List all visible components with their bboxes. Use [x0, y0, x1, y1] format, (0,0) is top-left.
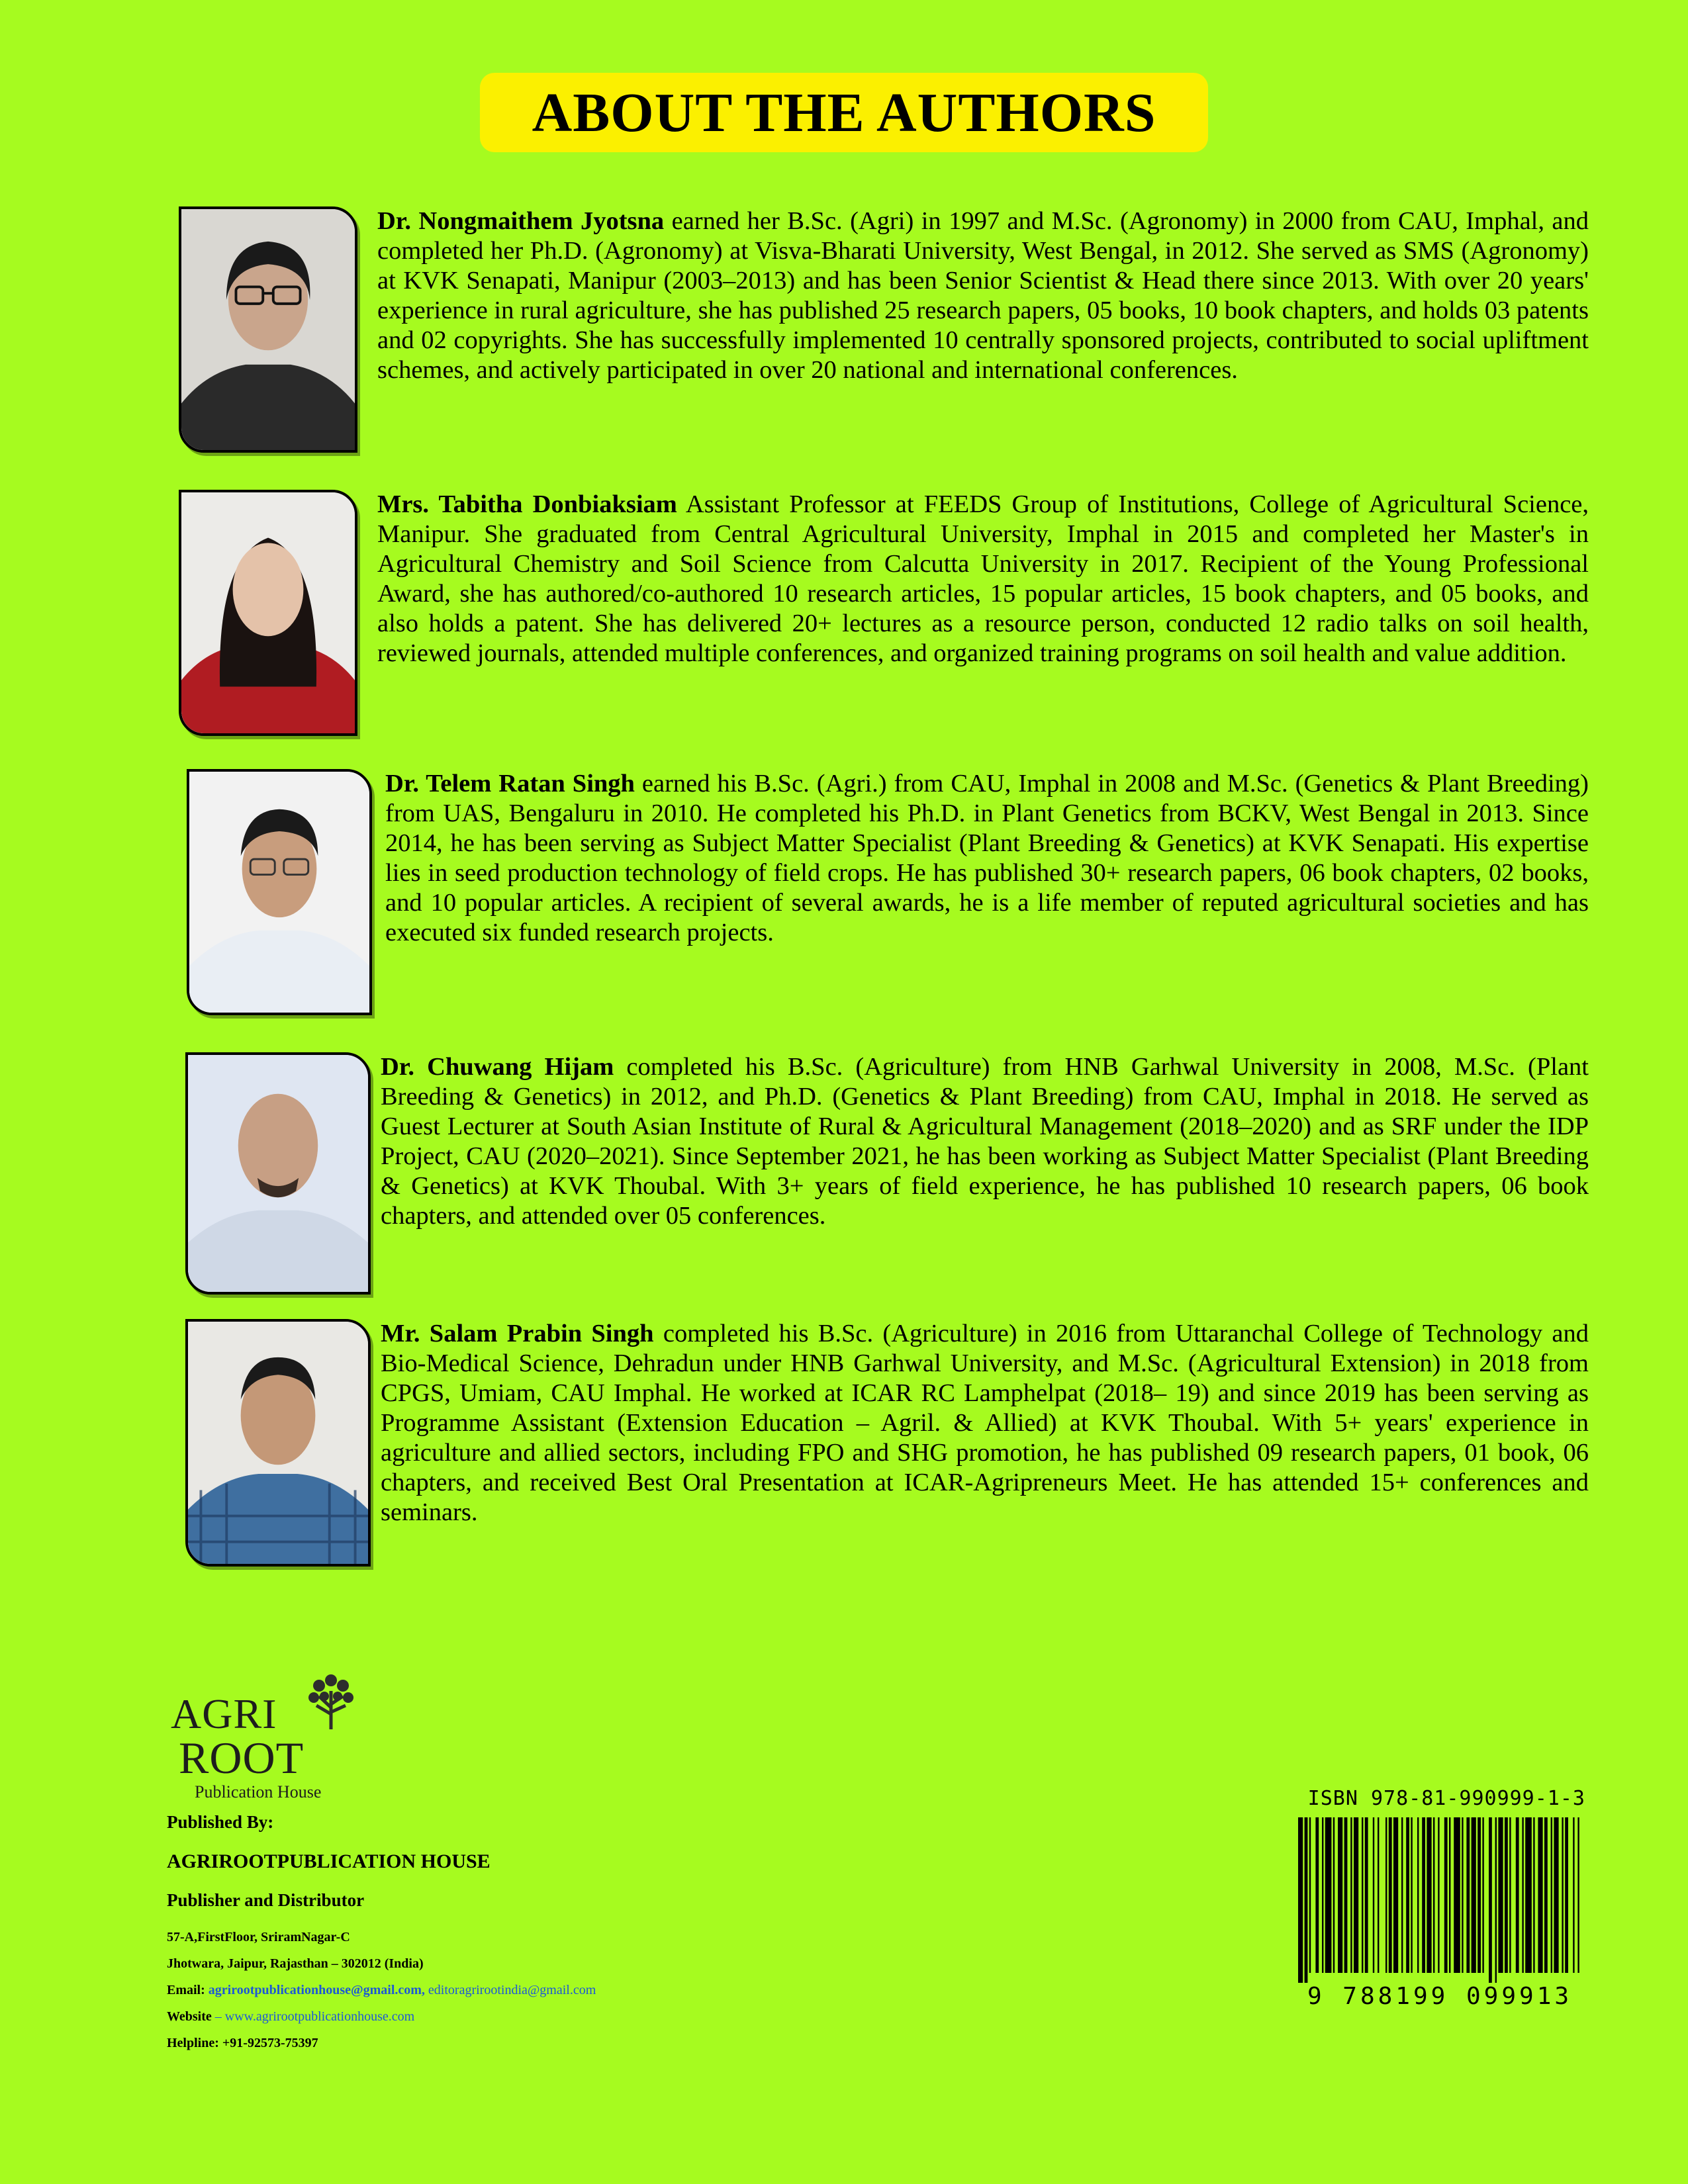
barcode-bar: [1573, 1817, 1574, 1973]
barcode-bar: [1309, 1817, 1311, 1973]
barcode-bar: [1562, 1817, 1563, 1973]
barcode-bar: [1544, 1817, 1548, 1973]
barcode-bar: [1538, 1817, 1542, 1973]
isbn-text: ISBN 978-81-990999-1-3: [1307, 1787, 1585, 1810]
barcode-bar: [1333, 1817, 1335, 1973]
isbn-barcode: [1294, 1787, 1585, 2012]
barcode-bar: [1373, 1817, 1374, 1973]
barcode-bar: [1344, 1817, 1348, 1973]
author-bio: Dr. Chuwang Hijam completed his B.Sc. (Agriculture) from HNB Garhwal University in 2008, M.Sc. (Plant Breeding & Genetics) in 2012, and Ph.D. (Genetics & Plant Breeding) from CAU, Imphal in 2018. He served as Guest Lecturer at South Asian Institute of Rural & Agricultural Management (2018–2020) and as SRF under the IDP Project, CAU (2020–2021). Since September 2021, he has been working as Subject Matter Specialist (Plant Breeding & Genetics) at KVK Thoubal. With 3+ years of field experience, he has published 10 research papers, 06 book chapters, and attended over 05 conferences.: [381, 1053, 1589, 1230]
barcode-bar: [1315, 1817, 1319, 1973]
barcode-bar: [1393, 1817, 1398, 1973]
barcode-bar: [1498, 1817, 1503, 1973]
barcode-bar: [1565, 1817, 1568, 1973]
barcode-bar: [1338, 1817, 1342, 1973]
published-by-label: Published By:: [167, 1812, 274, 1832]
helpline: Helpline: +91-92573-75397: [167, 2036, 318, 2050]
barcode-bar: [1427, 1817, 1431, 1973]
barcode-bar: [1509, 1817, 1511, 1973]
barcode-bar: [1577, 1817, 1579, 1973]
barcode-bar: [1298, 1817, 1303, 1983]
barcode-bar: [1411, 1817, 1412, 1973]
barcode-bar: [1444, 1817, 1448, 1973]
website-link[interactable]: – www.agrirootpublicationhouse.com: [211, 2009, 415, 2024]
barcode-bar: [1516, 1817, 1519, 1973]
author-bio: Mr. Salam Prabin Singh completed his B.Sc. (Agriculture) in 2016 from Uttaranchal College of Technology and Bio-Medical Science, Dehradun under HNB Garhwal University, and M.Sc. (Agricultural Extension) in 2018 from CPGS, Umiam, CAU Imphal. He worked at ICAR RC Lamphelpat (2018– 19) and since 2019 has been serving as Programme Assistant (Extension Education – Agril. & Allied) at KVK Thoubal. With 5+ years' experience in agriculture and allied sectors, including FPO and SHG promotion, he has published 09 research papers, 01 book, 06 chapters, and received Best Oral Presentation at ICAR-Agripreneurs Meet. He has attended 15+ conferences and seminars.: [381, 1320, 1589, 1526]
barcode-bar: [1378, 1817, 1379, 1973]
barcode-bar: [1472, 1817, 1476, 1973]
barcode-bar: [1305, 1817, 1308, 1983]
barcode-bar: [1354, 1817, 1358, 1973]
barcode-bar: [1325, 1817, 1332, 1973]
barcode-bar: [1482, 1817, 1483, 1973]
barcode-bar: [1385, 1817, 1387, 1973]
barcode-bar: [1551, 1817, 1552, 1973]
author-photo: [179, 490, 357, 736]
barcode-bar: [1365, 1817, 1368, 1973]
barcode-bar: [1389, 1817, 1392, 1973]
author-bio: Mrs. Tabitha Donbiaksiam Assistant Professor at FEEDS Group of Institutions, College of Agricultural Science, Manipur. She graduated from Central Agricultural University, Imphal in 2015 and completed her Master's in Agricultural Chemistry and Soil Science from Calcutta University in 2017. Recipient of the Young Professional Award, she has authored/co-authored 10 research articles, 15 popular articles, 15 book chapters, and 05 books, and also holds a patent. She has delivered 20+ lectures as a resource person, conducted 12 radio talks on soil health, reviewed journals, attended multiple conferences, and organized training programs on soil health and value addition.: [377, 490, 1589, 667]
barcode-bar: [1449, 1817, 1450, 1973]
barcode-bar: [1525, 1817, 1532, 1973]
author-name: Mr. Salam Prabin Singh: [381, 1320, 654, 1347]
barcode-bars: [1294, 1817, 1585, 1983]
website-line: Website – www.agrirootpublicationhouse.com: [167, 2009, 415, 2024]
author-photo: [185, 1052, 371, 1295]
barcode-bar: [1350, 1817, 1352, 1973]
author-photo: [185, 1319, 371, 1567]
barcode-bar: [1438, 1817, 1439, 1973]
address-line: 57-A,FirstFloor, SriramNagar-C: [167, 1930, 350, 1944]
barcode-bar: [1406, 1817, 1409, 1973]
publisher-name: AGRIROOTPUBLICATION HOUSE: [167, 1850, 491, 1872]
author-photo: [179, 206, 357, 453]
title-banner: [480, 73, 1208, 152]
email-link[interactable]: editoragrirootindia@gmail.com: [424, 1983, 596, 1997]
barcode-bar: [1433, 1817, 1434, 1973]
author-name: Mrs. Tabitha Donbiaksiam: [377, 490, 677, 518]
barcode-bar: [1401, 1817, 1403, 1973]
author-name: Dr. Telem Ratan Singh: [385, 770, 635, 797]
barcode-bar: [1554, 1817, 1558, 1973]
author-bio: Dr. Telem Ratan Singh earned his B.Sc. (Agri.) from CAU, Imphal in 2008 and M.Sc. (Genetics & Plant Breeding) from UAS, Bengaluru in 2010. He completed his Ph.D. in Plant Genetics from BCKV, West Bengal in 2013. Since 2014, he has been serving as Subject Matter Specialist (Plant Breeding & Genetics) at KVK Senapati. His expertise lies in seed production technology of field crops. He has published 30+ research papers, 06 book chapters, 02 books, and 10 popular articles. A recipient of several awards, he is a life member of reputed agricultural societies and has executed six funded research projects.: [385, 770, 1589, 946]
barcode-bar: [1466, 1817, 1470, 1973]
author-name: Dr. Nongmaithem Jyotsna: [377, 207, 665, 235]
barcode-bar: [1495, 1817, 1497, 1983]
barcode-bar: [1454, 1817, 1460, 1973]
author-photo: [187, 769, 372, 1015]
barcode-bar: [1417, 1817, 1419, 1973]
publisher-role: Publisher and Distributor: [167, 1890, 365, 1910]
barcode-bar: [1505, 1817, 1508, 1973]
page-title: ABOUT THE AUTHORS: [532, 81, 1156, 144]
barcode-bar: [1422, 1817, 1425, 1973]
barcode-bar: [1533, 1817, 1534, 1973]
email-link[interactable]: agrirootpublicationhouse@gmail.com,: [208, 1983, 425, 1997]
barcode-bar: [1462, 1817, 1463, 1973]
tree-icon: [305, 1671, 357, 1731]
address-line: Jhotwara, Jaipur, Rajasthan – 302012 (India): [167, 1956, 424, 1971]
author-name: Dr. Chuwang Hijam: [381, 1053, 614, 1081]
publisher-logo: AGRI ROOT Publication House: [165, 1671, 364, 1803]
barcode-bar: [1489, 1817, 1492, 1983]
barcode-bar: [1322, 1817, 1323, 1973]
barcode-bar: [1477, 1817, 1481, 1973]
email-line: Email: agrirootpublicationhouse@gmail.com, editoragrirootindia@gmail.com: [167, 1983, 596, 1997]
barcode-digits: 9 788199 099913: [1307, 1983, 1573, 2010]
barcode-bar: [1362, 1817, 1363, 1973]
barcode-bar: [1522, 1817, 1523, 1973]
author-bio: Dr. Nongmaithem Jyotsna earned her B.Sc. (Agri) in 1997 and M.Sc. (Agronomy) in 2000 from CAU, Imphal, and completed her Ph.D. (Agronomy) at Visva-Bharati University, West Bengal, in 2012. She served as SMS (Agronomy) at KVK Senapati, Manipur (2003–2013) and has been Senior Scientist & Head there since 2013. With over 20 years' experience in rural agriculture, she has published 25 research papers, 05 books, 10 book chapters, and holds 03 patents and 02 copyrights. She has successfully implemented 10 centrally sponsored projects, contributed to social upliftment schemes, and actively participated in over 20 national and international conferences.: [377, 207, 1589, 384]
